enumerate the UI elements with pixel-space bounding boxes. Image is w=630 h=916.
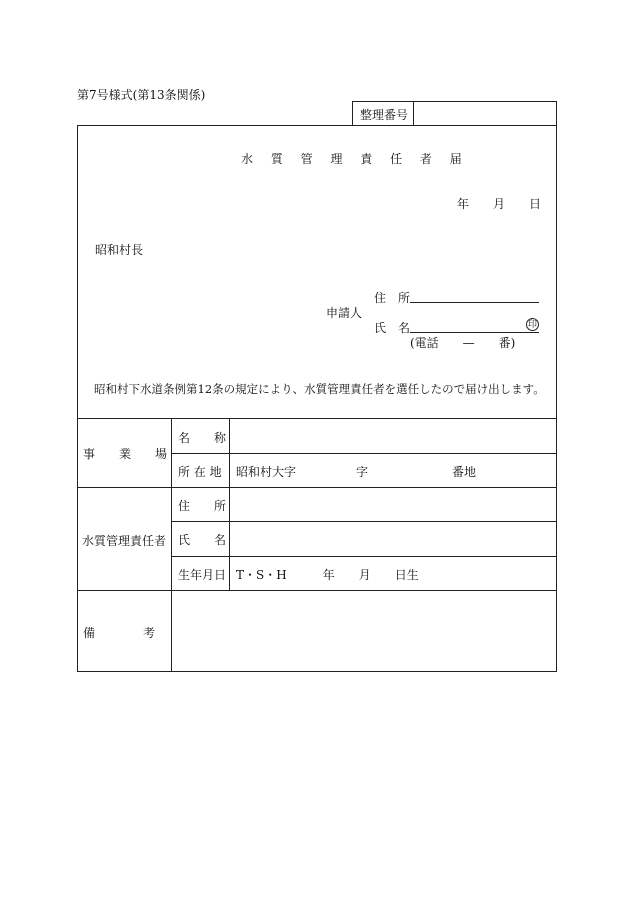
seiri-divider	[413, 102, 414, 126]
seiri-value[interactable]	[417, 106, 553, 122]
applicant-label: 申請人	[326, 306, 363, 320]
label-column-divider	[171, 418, 172, 672]
body-text: 昭和村下水道条例第12条の規定により、水質管理責任者を選任したので届け出します。	[94, 382, 545, 396]
manager-birth-label: 生年月日	[178, 568, 227, 582]
business-name-label: 名 称	[178, 431, 227, 445]
manager-birth-field[interactable]: T・S・H 年 月 日生	[236, 568, 419, 582]
form-number: 第7号様式(第13条関係)	[77, 88, 206, 102]
business-label: 事 業 場	[83, 447, 168, 461]
form-title: 水 質 管 理 責 任 者 届	[241, 152, 469, 166]
seiri-box	[352, 101, 557, 126]
addressee: 昭和村長	[95, 243, 144, 257]
applicant-address-line[interactable]	[410, 302, 539, 303]
business-location-label: 所 在 地	[178, 465, 222, 479]
manager-address-label: 住 所	[178, 499, 227, 513]
manager-bottom-line	[77, 590, 557, 591]
remarks-label: 備 考	[83, 626, 156, 640]
manager-name-field[interactable]	[236, 531, 552, 547]
manager-name-label: 氏 名	[178, 533, 227, 547]
date-year: 年	[457, 197, 470, 211]
applicant-name-line[interactable]	[410, 332, 539, 333]
seal-mark: 印	[527, 320, 537, 330]
sublabel-column-divider	[229, 418, 230, 590]
manager-label: 水質管理責任者	[82, 534, 167, 548]
remarks-field[interactable]	[176, 596, 552, 666]
date-day: 日	[529, 197, 542, 211]
seiri-label: 整理番号	[360, 108, 409, 122]
table-top-line	[77, 418, 557, 419]
applicant-address-label: 住 所	[374, 291, 411, 305]
applicant-phone: (電話 — 番)	[410, 336, 516, 350]
business-name-field[interactable]	[236, 429, 552, 445]
date-month: 月	[493, 197, 506, 211]
manager-address-field[interactable]	[236, 497, 552, 513]
business-bottom-line	[77, 487, 557, 488]
applicant-name-label: 氏 名	[374, 321, 411, 335]
business-location-field[interactable]: 昭和村大字 字 番地	[236, 465, 477, 479]
